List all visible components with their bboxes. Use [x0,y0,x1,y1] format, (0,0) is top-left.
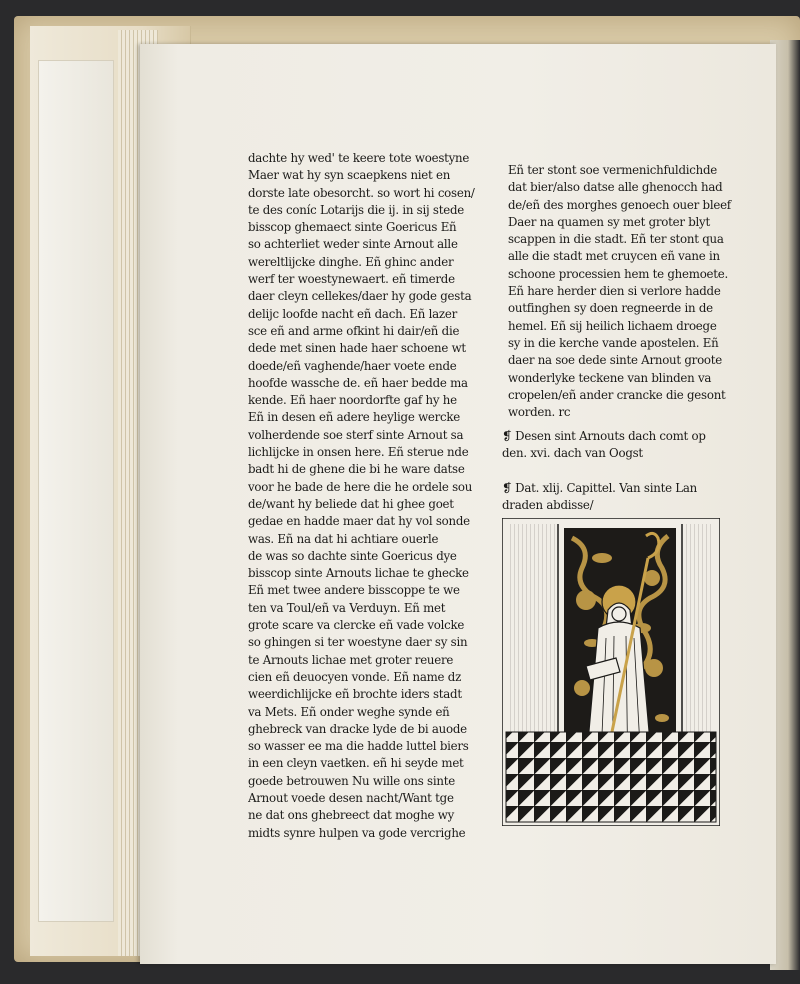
text-line: so wasser ee ma die hadde luttel biers [248,739,469,754]
text-line: bisscop ghemaect sinte Goericus Eñ [248,220,457,235]
chapter-heading [502,480,748,515]
text-line: Eñ met twee andere bisscoppe te we [248,583,460,598]
text-line: Eñ in desen eñ adere heylige wercke [248,410,461,425]
text-line: was. Eñ na dat hi achtiare ouerle [248,531,439,546]
text-line: Daer na quamen sy met groter blyt [508,214,710,229]
text-line: cropelen/eñ ander crancke die gesont [508,387,726,402]
feast-note-line: ❡ Desen sint Arnouts dach comt op [502,429,706,443]
text-line: ten va Toul/eñ va Verduyn. Eñ met [248,600,446,615]
text-line: daer na soe dede sinte Arnout groote [508,353,723,368]
checkered-floor [506,732,716,822]
text-line: de was so dachte sinte Goericus dye [248,548,457,563]
feast-day-note [502,428,748,463]
text-line: hemel. Eñ sij heilich lichaem droege [508,318,717,333]
text-line: sce eñ and arme ofkint hi dair/eñ die [248,323,460,338]
text-line: midts synre hulpen va gode vercrighe [248,825,466,840]
text-line: de/want hy beliede dat hi ghee goet [248,496,454,511]
text-line: goede betrouwen Nu wille ons sinte [248,773,455,788]
text-line: dede met sinen hade haer schoene wt [248,341,466,356]
text-line: te Arnouts lichae met groter reuere [248,652,454,667]
text-line: doede/eñ vaghende/haer voete ende [248,358,457,373]
text-line: te des coníc Lotarijs die ij. in sij stede [248,202,464,217]
text-line: worden. rc [508,405,571,420]
text-line: bisscop sinte Arnouts lichae te ghecke [248,566,469,581]
text-line: so ghingen si ter woestyne daer sy sin [248,635,468,650]
right-pillar [682,524,714,736]
text-line: delijc loofde nacht eñ dach. Eñ lazer [248,306,458,321]
woodcut-saint-landrada [502,518,720,826]
text-line: va Mets. Eñ onder weghe synde eñ [248,704,450,719]
text-line: daer cleyn cellekes/daer hy gode gesta [248,289,472,304]
text-line: in een cleyn vaetken. eñ hi seyde met [248,756,464,771]
text-line: dorste late obesorcht. so wort hi cosen/ [248,185,475,200]
left-pillar [508,524,558,736]
text-line: lichlijcke in onsen here. Eñ sterue nde [248,445,469,460]
left-text-column [248,150,488,842]
feast-note-line: den. xvi. dach van Oogst [502,446,643,461]
text-line: so achterliet weder sinte Arnout alle [248,237,458,252]
text-line: werf ter woestynewaert. eñ timerde [248,272,455,287]
chapter-heading-line: ❡ Dat. xlij. Capittel. Van sinte Lan [502,481,698,495]
text-line: dachte hy wed' te keere tote woestyne [248,151,470,165]
chapter-heading-line: draden abdisse/ [502,498,594,513]
text-line: outfinghen sy doen regneerde in de [508,301,713,316]
text-line: kende. Eñ haer noordorfte gaf hy he [248,393,457,408]
text-line: grote scare va clercke eñ vade volcke [248,618,465,633]
text-line: gedae en hadde maer dat hy vol sonde [248,514,470,529]
text-line: de/eñ des morghes genoech ouer bleef [508,197,731,212]
text-line: alle die stadt met cruycen eñ vane in [508,249,720,264]
text-line: wereltlijcke dinghe. Eñ ghinc ander [248,254,454,269]
text-line: Maer wat hy syn scaepkens niet en [248,168,451,183]
text-line: hoofde wassche de. eñ haer bedde ma [248,375,468,390]
text-line: volherdende soe sterf sinte Arnout sa [248,427,464,442]
text-line: ne dat ons ghebreect dat moghe wy [248,808,455,823]
text-line: weerdichlijcke eñ brochte iders stadt [248,687,462,702]
flyleaf-paper-strip [38,60,114,922]
text-line: sy in die kerche vande apostelen. Eñ [508,335,719,350]
text-line: ghebreck van dracke lyde de bi auode [248,721,467,736]
text-line: cien eñ deuocyen vonde. Eñ name dz [248,669,462,684]
text-line: dat bier/also datse alle ghenocch had [508,180,723,195]
text-line: badt hi de ghene die bi he ware datse [248,462,465,477]
text-line: Eñ ter stont soe vermenichfuldichde [508,163,718,177]
text-line: schoone processien hem te ghemoete. [508,266,728,281]
text-line: Eñ hare herder dien si verlore hadde [508,284,721,299]
text-line: voor he bade de here die he ordele sou [248,479,473,494]
text-line: scappen in die stadt. Eñ ter stont qua [508,232,724,247]
right-text-column [508,162,748,421]
text-line: wonderlyke teckene van blinden va [508,370,712,385]
text-line: Arnout voede desen nacht/Want tge [248,790,454,805]
